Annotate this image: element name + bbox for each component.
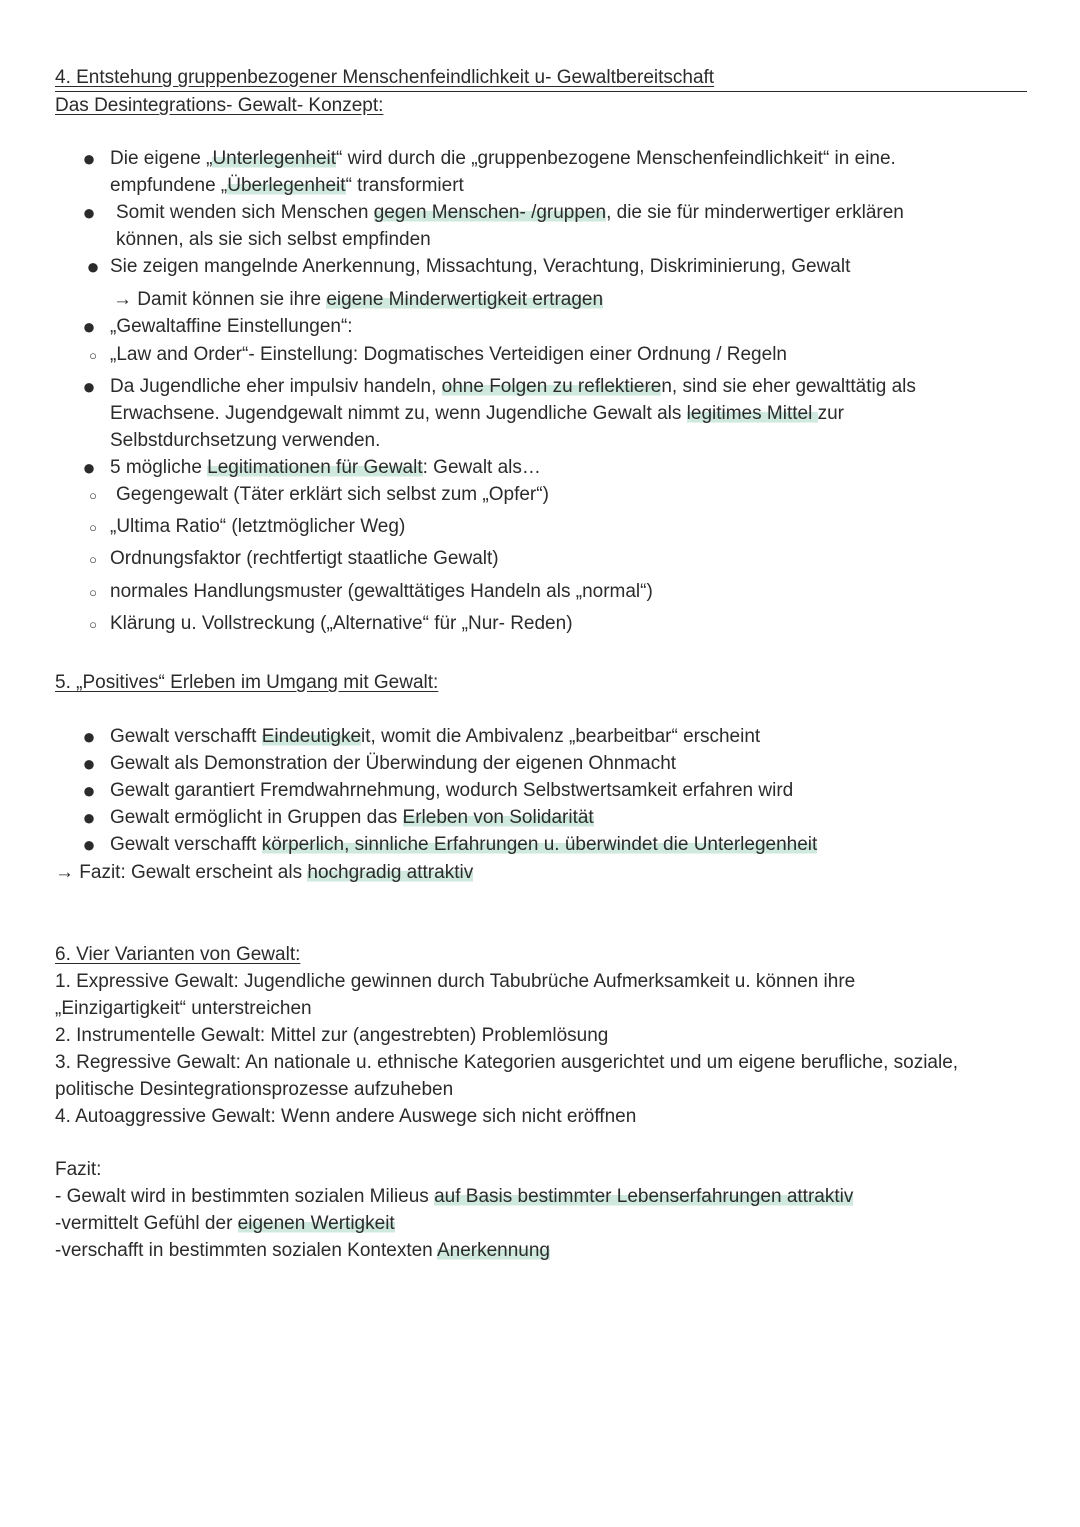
bullet-marker: ●: [82, 832, 96, 857]
item-text: Da Jugendliche eher impulsiv handeln, ohne Folgen zu reflektieren, sind sie eher gewalttätig als: [110, 376, 916, 397]
item-text: können, als sie sich selbst empfinden: [116, 229, 431, 250]
item-text: → Damit können sie ihre eigene Minderwertigkeit ertragen: [113, 289, 604, 310]
item-text: „Ultima Ratio“ (letztmöglicher Weg): [110, 516, 406, 537]
section-6: [55, 941, 1035, 1130]
circle-marker: ○: [89, 488, 97, 503]
item-text: Die eigene „Unterlegenheit“ wird durch die „gruppenbezogene Menschenfeindlichkeit“ in eine.: [110, 148, 896, 169]
item-text: Gewalt als Demonstration der Überwindung der eigenen Ohnmacht: [110, 753, 677, 774]
variant-line: „Einzigartigkeit“ unterstreichen: [55, 998, 312, 1019]
bullet-marker: ●: [82, 805, 96, 830]
fazit-section: [55, 1156, 1035, 1264]
circle-marker: ○: [89, 348, 97, 363]
item-text: Gewalt garantiert Fremdwahrnehmung, wodurch Selbstwertsamkeit erfahren wird: [110, 780, 794, 801]
bullet-marker: ●: [82, 751, 96, 776]
circle-marker: ○: [89, 520, 97, 535]
item-text: → Fazit: Gewalt erscheint als hochgradig attraktiv: [55, 862, 474, 883]
variant-line: 4. Autoaggressive Gewalt: Wenn andere Auswege sich nicht eröffnen: [55, 1106, 637, 1127]
item-text: normales Handlungsmuster (gewalttätiges Handeln als „normal“): [110, 581, 653, 602]
item-text: Selbstdurchsetzung verwenden.: [110, 430, 381, 451]
section-5: [55, 669, 1035, 696]
item-text: „Law and Order“- Einstellung: Dogmatisches Verteidigen einer Ordnung / Regeln: [110, 344, 787, 365]
item-text: Gewalt verschafft Eindeutigkeit, womit die Ambivalenz „bearbeitbar“ erscheint: [110, 726, 761, 747]
item-text: Gegengewalt (Täter erklärt sich selbst zum „Opfer“): [116, 484, 549, 505]
variant-line: 3. Regressive Gewalt: An nationale u. ethnische Kategorien ausgerichtet und um eigene berufliche, soziale,: [55, 1052, 959, 1073]
item-text: Sie zeigen mangelnde Anerkennung, Missachtung, Verachtung, Diskriminierung, Gewalt: [110, 256, 851, 277]
section-4-title: 4. Entstehung gruppenbezogener Menschenfeindlichkeit u- Gewaltbereitschaft: [55, 67, 715, 88]
section-4-subtitle: Das Desintegrations- Gewalt- Konzept:: [55, 95, 384, 116]
fazit-line: -verschafft in bestimmten sozialen Kontexten Anerkennung: [55, 1240, 551, 1261]
item-text: Klärung u. Vollstreckung („Alternative“ für „Nur- Reden): [110, 613, 573, 634]
bullet-marker: ●: [82, 778, 96, 803]
circle-marker: ○: [89, 585, 97, 600]
item-text: Gewalt verschafft körperlich, sinnliche Erfahrungen u. überwindet die Unterlegenheit: [110, 834, 818, 855]
fazit-title: Fazit:: [55, 1159, 102, 1180]
fazit-line: - Gewalt wird in bestimmten sozialen Milieus auf Basis bestimmter Lebenserfahrungen attraktiv: [55, 1186, 854, 1207]
bullet-marker: ●: [82, 724, 96, 749]
bullet-marker: ●: [82, 374, 96, 399]
item-text: empfundene „Überlegenheit“ transformiert: [110, 175, 464, 196]
item-text: 5 mögliche Legitimationen für Gewalt: Gewalt als…: [110, 457, 541, 478]
section-5-title: 5. „Positives“ Erleben im Umgang mit Gewalt:: [55, 672, 439, 693]
circle-marker: ○: [89, 552, 97, 567]
section-6-title: 6. Vier Varianten von Gewalt:: [55, 944, 301, 965]
item-text: Gewalt ermöglicht in Gruppen das Erleben von Solidarität: [110, 807, 594, 828]
item-text: Erwachsene. Jugendgewalt nimmt zu, wenn Jugendliche Gewalt als legitimes Mittel zur: [110, 403, 844, 424]
bullet-marker: ●: [82, 146, 96, 171]
bullet-marker: ●: [86, 254, 100, 279]
bullet-marker: ●: [82, 200, 96, 225]
bullet-marker: ●: [82, 455, 96, 480]
fazit-line: -vermittelt Gefühl der eigenen Wertigkeit: [55, 1213, 395, 1234]
section-4: [55, 64, 1035, 119]
circle-marker: ○: [89, 617, 97, 632]
variant-line: politische Desintegrationsprozesse aufzuheben: [55, 1079, 454, 1100]
bullet-marker: ●: [82, 314, 96, 339]
variant-line: 2. Instrumentelle Gewalt: Mittel zur (angestrebten) Problemlösung: [55, 1025, 609, 1046]
item-text: Somit wenden sich Menschen gegen Menschen- /gruppen, die sie für minderwertiger erklären: [116, 202, 904, 223]
item-text: „Gewaltaffine Einstellungen“:: [110, 316, 353, 337]
variant-line: 1. Expressive Gewalt: Jugendliche gewinnen durch Tabubrüche Aufmerksamkeit u. können ihre: [55, 971, 856, 992]
item-text: Ordnungsfaktor (rechtfertigt staatliche Gewalt): [110, 548, 499, 569]
